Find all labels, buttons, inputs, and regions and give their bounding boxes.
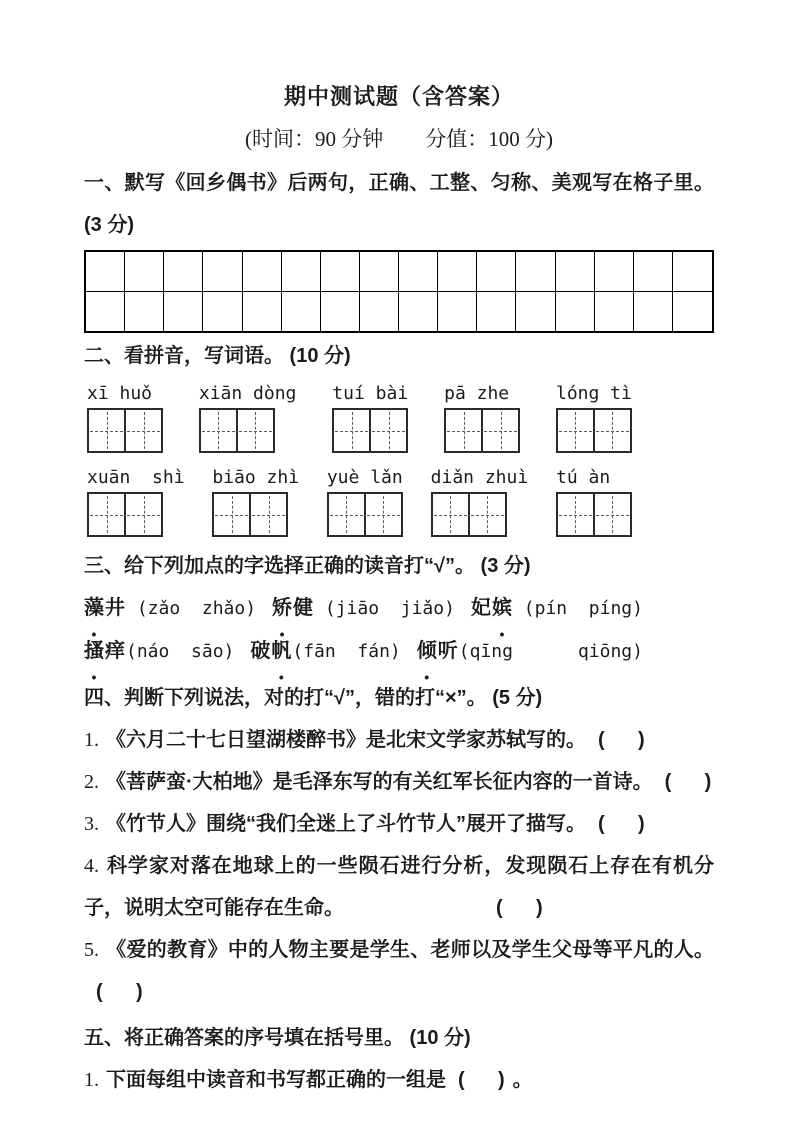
writing-cell bbox=[236, 410, 273, 451]
writing-cell bbox=[201, 410, 236, 451]
item-text: 下面每组中读音和书写都正确的一组是 bbox=[106, 1069, 446, 1091]
item-number: 2. bbox=[84, 771, 99, 793]
answer-bracket: ( ) bbox=[496, 897, 543, 919]
grid-cell bbox=[399, 292, 438, 331]
item-number: 4. bbox=[84, 855, 99, 877]
writing-cell bbox=[124, 494, 161, 535]
writing-cell bbox=[89, 410, 124, 451]
writing-cell bbox=[334, 410, 369, 451]
writing-cell bbox=[593, 494, 630, 535]
item-number: 1. bbox=[84, 1069, 99, 1091]
pronunciation-section bbox=[84, 587, 714, 673]
pinyin-item bbox=[431, 467, 529, 537]
word-char: 搔 bbox=[84, 640, 105, 662]
grid-cell bbox=[634, 292, 673, 331]
grid-cell bbox=[243, 292, 282, 331]
writing-box bbox=[199, 408, 275, 453]
grid-cell bbox=[125, 252, 164, 292]
pinyin-item bbox=[87, 467, 185, 537]
word-char: 帆 bbox=[271, 640, 293, 662]
pinyin-label: biāo zhì bbox=[212, 467, 300, 488]
exam-meta: (时间：90 分钟 分值：100 分) bbox=[245, 127, 553, 151]
pinyin-options: (fān fán) bbox=[292, 641, 401, 662]
grid-cell bbox=[321, 292, 360, 331]
pronunciation-line bbox=[84, 587, 714, 630]
grid-cell bbox=[516, 252, 555, 292]
grid-cell bbox=[399, 252, 438, 292]
writing-box bbox=[327, 492, 403, 537]
writing-cell bbox=[446, 410, 481, 451]
judge-item bbox=[84, 929, 714, 1013]
exam-page bbox=[84, 0, 714, 1101]
word-char: 破 bbox=[250, 640, 272, 662]
word-char: 妃 bbox=[470, 597, 492, 619]
word-char: 痒 bbox=[105, 640, 126, 662]
writing-cell bbox=[214, 494, 249, 535]
section-2-heading: 二、看拼音，写词语。 (10 分) bbox=[84, 345, 351, 367]
item-number: 3. bbox=[84, 813, 99, 835]
judge-item bbox=[84, 761, 714, 803]
grid-cell bbox=[360, 292, 399, 331]
grid-cell bbox=[556, 252, 595, 292]
judge-section bbox=[84, 719, 714, 1013]
item-text: 《爱的教育》中的人物主要是学生、老师以及学生父母等平凡的人。 bbox=[106, 939, 714, 961]
grid-cell bbox=[164, 252, 203, 292]
writing-box bbox=[212, 492, 288, 537]
writing-cell bbox=[124, 410, 161, 451]
answer-bracket: ( ) bbox=[664, 771, 712, 793]
section-4-heading: 四、判断下列说法，对的打“√”，错的打“×”。 (5 分) bbox=[84, 687, 543, 709]
item-number: 5. bbox=[84, 939, 99, 961]
pinyin-item bbox=[444, 383, 520, 453]
answer-bracket: ( ) bbox=[458, 1069, 505, 1091]
writing-box bbox=[87, 492, 163, 537]
pinyin-label: tú àn bbox=[555, 467, 611, 488]
judge-item bbox=[84, 803, 714, 845]
grid-cell bbox=[164, 292, 203, 331]
word-char: 听 bbox=[437, 640, 459, 662]
pronunciation-word bbox=[84, 640, 126, 662]
grid-cell bbox=[282, 292, 321, 331]
writing-cell bbox=[249, 494, 286, 535]
pinyin-options: (pín píng) bbox=[512, 598, 643, 619]
grid-cell bbox=[673, 252, 712, 292]
pinyin-item bbox=[332, 383, 408, 453]
grid-cell bbox=[321, 252, 360, 292]
writing-cell bbox=[558, 410, 593, 451]
item-text: 《菩萨蛮·大柏地》是毛泽东写的有关红军长征内容的一首诗。 bbox=[106, 771, 653, 793]
pronunciation-entry bbox=[84, 597, 256, 619]
item-text: 《六月二十七日望湖楼醉书》是北宋文学家苏轼写的。 bbox=[106, 729, 586, 751]
writing-box bbox=[332, 408, 408, 453]
writing-cell bbox=[89, 494, 124, 535]
pinyin-item bbox=[327, 467, 403, 537]
choice-item bbox=[84, 1059, 714, 1101]
writing-box bbox=[431, 492, 507, 537]
grid-cell bbox=[477, 292, 516, 331]
word-char: 倾 bbox=[416, 640, 438, 662]
answer-bracket: ( ) bbox=[96, 981, 143, 1003]
pinyin-label: diǎn zhuì bbox=[430, 467, 529, 488]
pronunciation-entry bbox=[84, 640, 234, 662]
grid-cell bbox=[203, 252, 242, 292]
pinyin-options: (qīng qiōng) bbox=[458, 641, 643, 662]
pronunciation-word bbox=[417, 640, 459, 662]
answer-bracket: ( ) bbox=[598, 813, 645, 835]
writing-box bbox=[556, 408, 632, 453]
grid-cell bbox=[125, 292, 164, 331]
pinyin-options: (náo sāo) bbox=[126, 641, 235, 662]
pinyin-label: pā zhe bbox=[444, 383, 510, 404]
pronunciation-word bbox=[272, 597, 314, 619]
grid-cell bbox=[282, 252, 321, 292]
writing-cell bbox=[481, 410, 518, 451]
pronunciation-entry bbox=[272, 597, 455, 619]
pinyin-item bbox=[212, 467, 299, 537]
grid-cell bbox=[86, 252, 125, 292]
pinyin-options: (zǎo zhǎo) bbox=[126, 598, 257, 619]
pronunciation-word bbox=[471, 597, 513, 619]
word-char: 藻 bbox=[84, 597, 105, 619]
pinyin-label: tuí bài bbox=[332, 383, 409, 404]
pronunciation-entry bbox=[250, 640, 400, 662]
grid-cell bbox=[86, 292, 125, 331]
pinyin-label: lóng tì bbox=[555, 383, 632, 404]
section-1-heading: 一、默写《回乡偶书》后两句，正确、工整、匀称、美观写在格子里。 (3 分) bbox=[84, 172, 714, 236]
grid-cell bbox=[438, 292, 477, 331]
word-char: 健 bbox=[293, 597, 315, 619]
writing-cell bbox=[364, 494, 401, 535]
pinyin-item bbox=[556, 467, 632, 537]
item-text: 《竹节人》围绕“我们全迷上了斗竹节人”展开了描写。 bbox=[106, 813, 586, 835]
page-title: 期中测试题（含答案） bbox=[283, 84, 514, 109]
pinyin-row bbox=[87, 383, 632, 453]
writing-grid bbox=[84, 250, 714, 333]
grid-cell bbox=[556, 292, 595, 331]
pronunciation-word bbox=[84, 597, 126, 619]
pinyin-label: xiān dòng bbox=[198, 383, 297, 404]
word-char: 嫔 bbox=[491, 597, 513, 619]
section-3-heading: 三、给下列加点的字选择正确的读音打“√”。 (3 分) bbox=[84, 555, 531, 577]
pinyin-item bbox=[87, 383, 163, 453]
pronunciation-entry bbox=[471, 597, 643, 619]
writing-cell bbox=[329, 494, 364, 535]
pinyin-options: (jiāo jiǎo) bbox=[314, 598, 455, 619]
grid-cell bbox=[243, 252, 282, 292]
writing-cell bbox=[433, 494, 468, 535]
pronunciation-entry bbox=[417, 640, 643, 662]
writing-cell bbox=[369, 410, 406, 451]
grid-cell bbox=[438, 252, 477, 292]
grid-cell bbox=[477, 252, 516, 292]
grid-cell bbox=[203, 292, 242, 331]
judge-item bbox=[84, 719, 714, 761]
item-text-after: 。 bbox=[512, 1069, 533, 1091]
pinyin-row bbox=[87, 467, 632, 537]
grid-cell bbox=[595, 292, 634, 331]
writing-cell bbox=[468, 494, 505, 535]
judge-item bbox=[84, 845, 714, 929]
answer-bracket: ( ) bbox=[598, 729, 645, 751]
pinyin-label: xī huǒ bbox=[87, 383, 153, 404]
pinyin-label: xuān shì bbox=[87, 467, 185, 488]
grid-cell bbox=[360, 252, 399, 292]
section-5-heading: 五、将正确答案的序号填在括号里。 (10 分) bbox=[84, 1027, 471, 1049]
pinyin-item bbox=[556, 383, 632, 453]
writing-box bbox=[87, 408, 163, 453]
word-char: 矫 bbox=[272, 597, 294, 619]
writing-box bbox=[444, 408, 520, 453]
word-char: 井 bbox=[105, 597, 126, 619]
pronunciation-word bbox=[250, 640, 292, 662]
item-text: 科学家对落在地球上的一些陨石进行分析，发现陨石上存在有机分子，说明太空可能存在生命。 bbox=[84, 855, 714, 919]
grid-cell bbox=[634, 252, 673, 292]
writing-box bbox=[556, 492, 632, 537]
pinyin-item bbox=[199, 383, 297, 453]
item-number: 1. bbox=[84, 729, 99, 751]
grid-cell bbox=[516, 292, 555, 331]
grid-cell bbox=[595, 252, 634, 292]
pinyin-section bbox=[84, 383, 714, 537]
writing-cell bbox=[593, 410, 630, 451]
writing-cell bbox=[558, 494, 593, 535]
pronunciation-line bbox=[84, 630, 714, 673]
pinyin-label: yuè lǎn bbox=[326, 467, 403, 488]
grid-cell bbox=[673, 292, 712, 331]
